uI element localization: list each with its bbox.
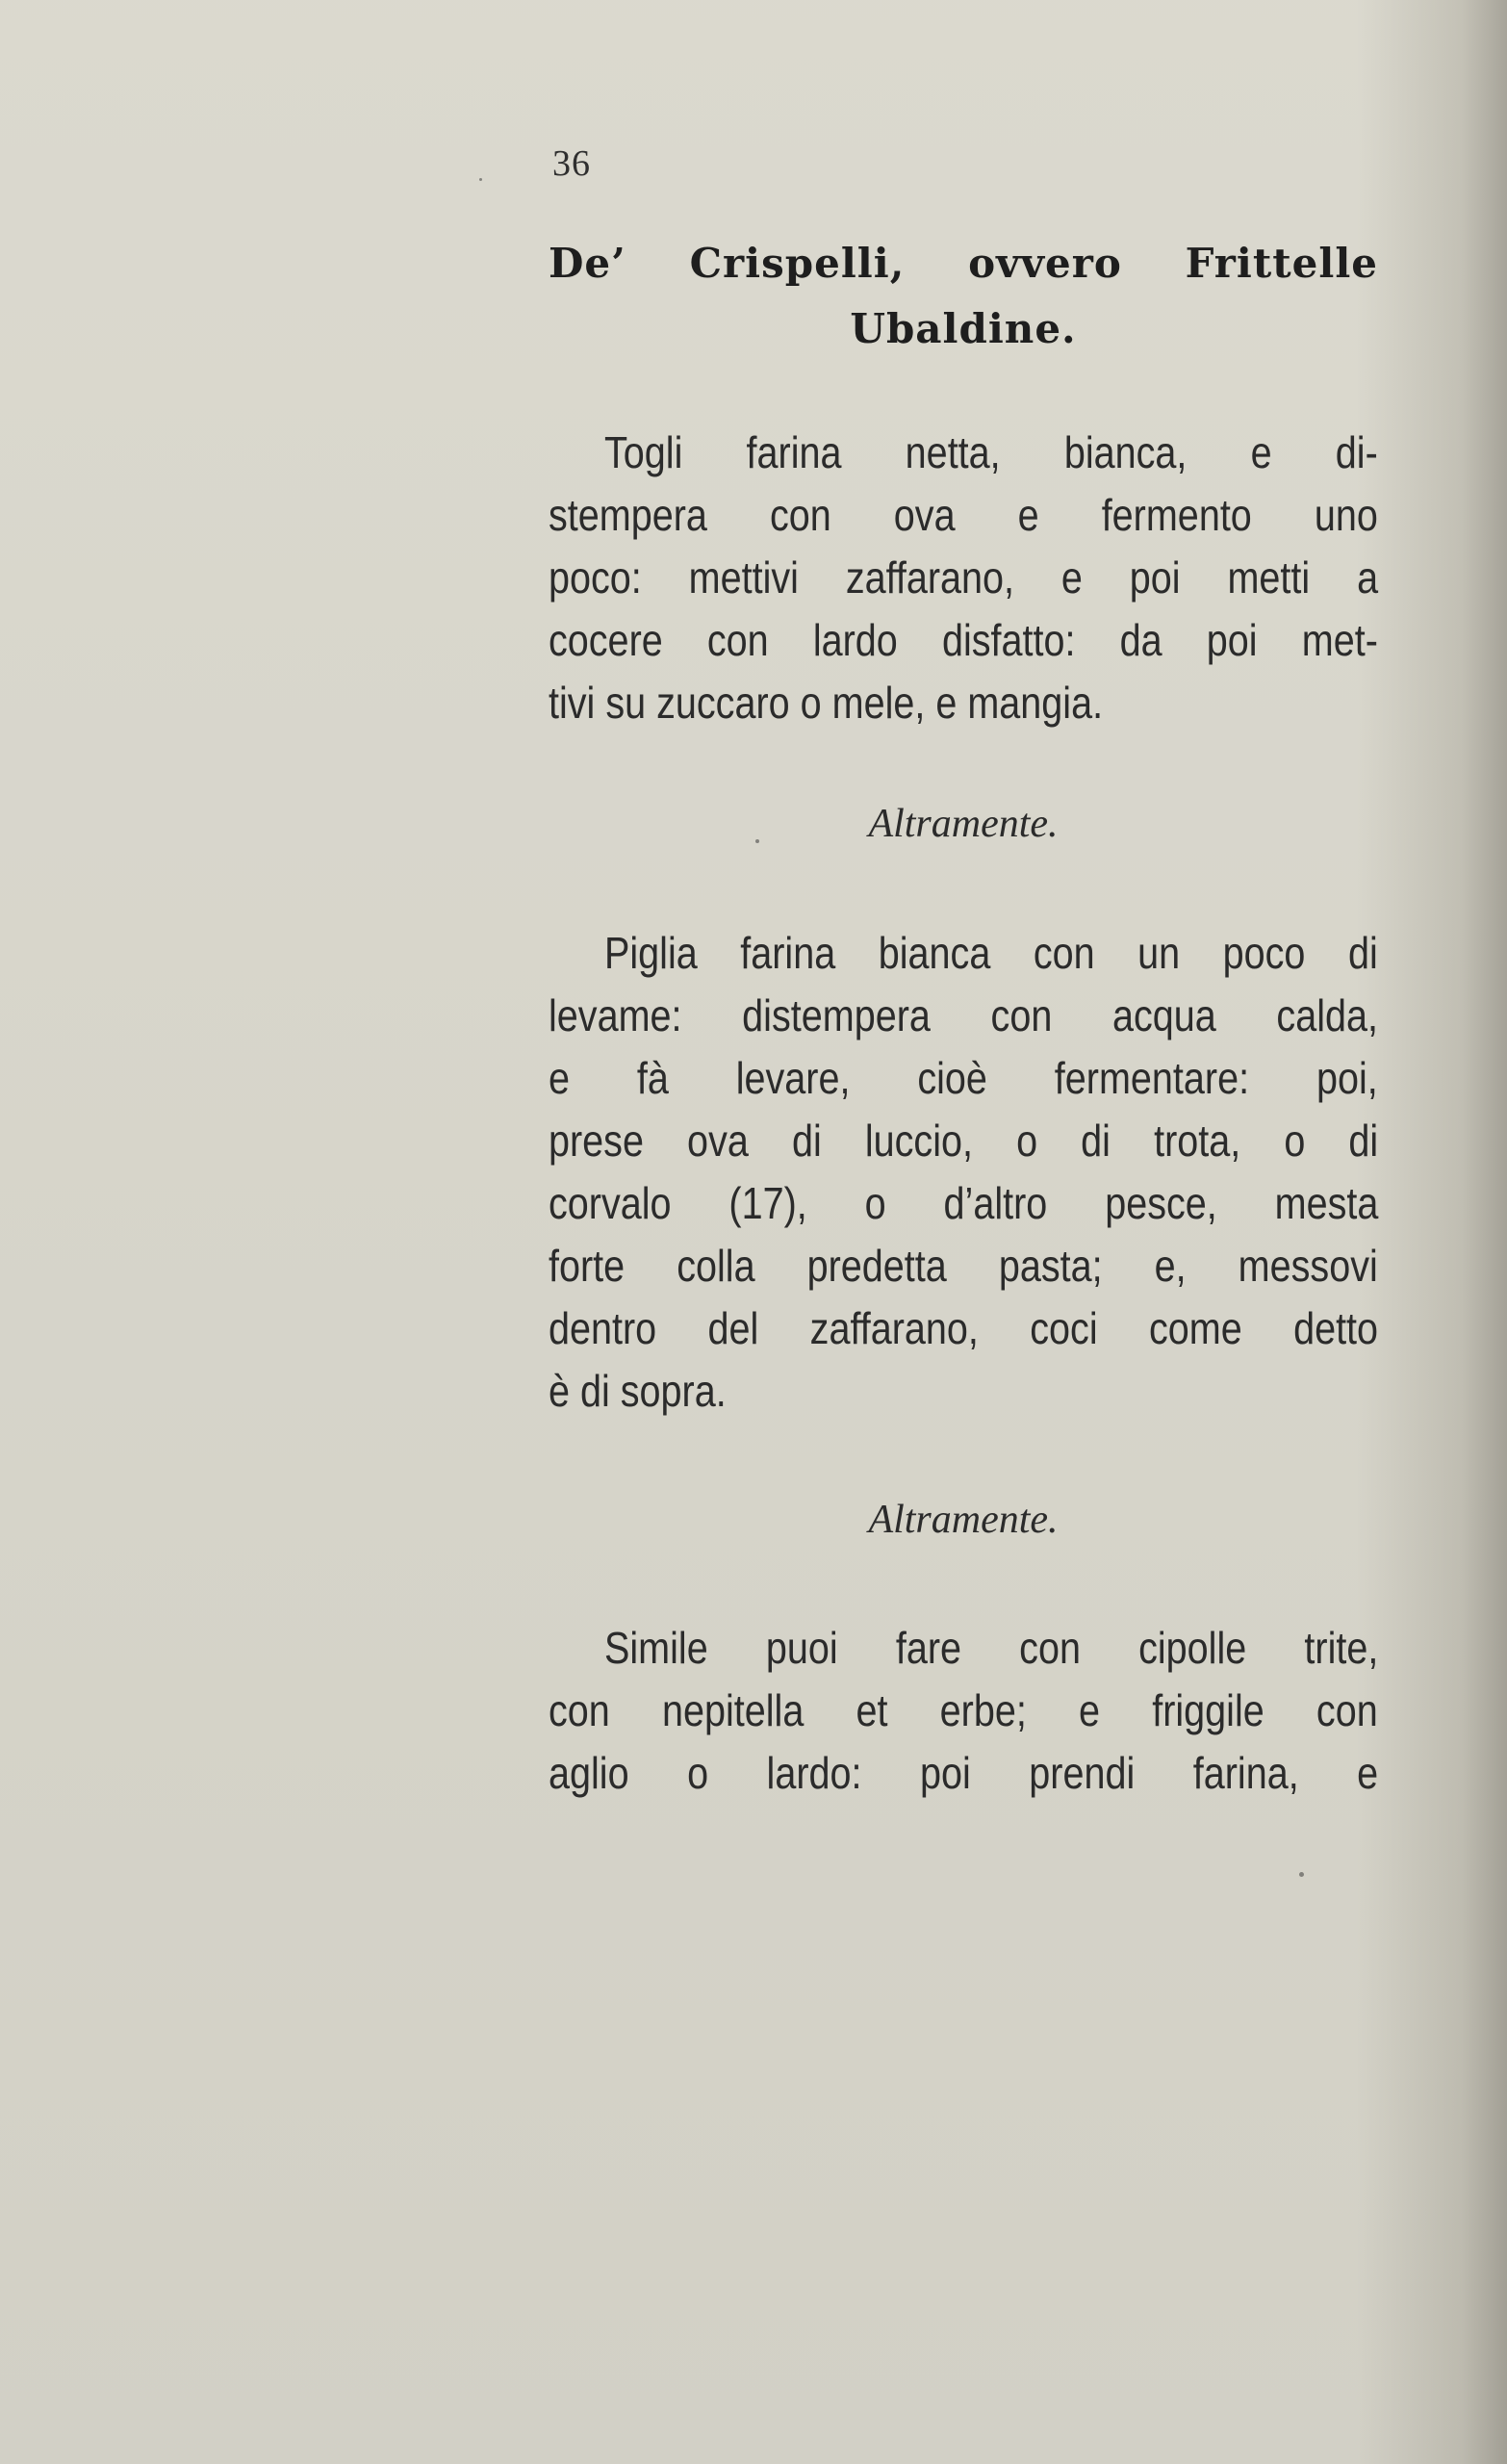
paragraph-line-text: Simile puoi fare con cipolle trite, — [604, 1623, 1379, 1673]
paragraph-line — [549, 609, 1378, 672]
paragraph-3 — [549, 1617, 1378, 1805]
paragraph-line — [549, 922, 1378, 985]
paragraph-line — [549, 672, 1378, 734]
paragraph-line — [549, 484, 1378, 547]
paragraph-line — [549, 1742, 1378, 1805]
paragraph-line-text: dentro del zaffarano, coci come detto — [549, 1303, 1379, 1353]
paragraph-line-text: e fà levare, cioè fermentare: poi, — [549, 1053, 1378, 1103]
paragraph-line-text: tivi su zuccaro o mele, e mangia. — [549, 678, 1104, 728]
recipe-title-line-1: De’ Crispelli, ovvero Frittelle — [549, 240, 1378, 287]
paragraph-line — [549, 1047, 1378, 1110]
paragraph-line-text: Piglia farina bianca con un poco di — [604, 928, 1378, 978]
page-number: 36 — [552, 143, 591, 184]
paragraph-line-text: prese ova di luccio, o di trota, o di — [549, 1116, 1379, 1166]
recipe-title — [549, 231, 1378, 362]
paragraph-line-text: forte colla predetta pasta; e, messovi — [549, 1241, 1378, 1291]
paragraph-line-text: poco: mettivi zaffarano, e poi metti a — [549, 552, 1379, 603]
paragraph-line-text: levame: distempera con acqua calda, — [549, 990, 1379, 1040]
subheading-altramente-2: Altramente. — [868, 1498, 1059, 1542]
paragraph-line — [549, 422, 1378, 484]
paragraph-line-text: è di sopra. — [549, 1366, 727, 1416]
paragraph-line — [549, 547, 1378, 609]
paragraph-line — [549, 1110, 1378, 1172]
paragraph-line — [549, 1297, 1378, 1360]
paragraph-line-text: aglio o lardo: poi prendi farina, e — [549, 1748, 1379, 1798]
subheading-altramente-1: Altramente. — [868, 802, 1059, 846]
paragraph-line-text: stempera con ova e fermento uno — [549, 490, 1378, 540]
paper-speck — [755, 839, 759, 843]
recipe-title-line-2: Ubaldine. — [850, 305, 1077, 352]
paragraph-1 — [549, 422, 1378, 734]
paragraph-line — [549, 1617, 1378, 1680]
paper-speck — [479, 178, 482, 181]
paragraph-line-text: con nepitella et erbe; e friggile con — [549, 1685, 1378, 1735]
paragraph-line — [549, 985, 1378, 1047]
paragraph-line-text: cocere con lardo disfatto: da poi met- — [549, 615, 1378, 665]
paragraph-line — [549, 1235, 1378, 1297]
paragraph-2 — [549, 922, 1378, 1423]
paragraph-line — [549, 1680, 1378, 1742]
paper-speck — [1299, 1872, 1304, 1877]
paragraph-line-text: Togli farina netta, bianca, e di- — [604, 427, 1378, 477]
paragraph-line — [549, 1172, 1378, 1235]
paragraph-line — [549, 1360, 1378, 1423]
paragraph-line-text: corvalo (17), o d’altro pesce, mesta — [549, 1178, 1379, 1228]
